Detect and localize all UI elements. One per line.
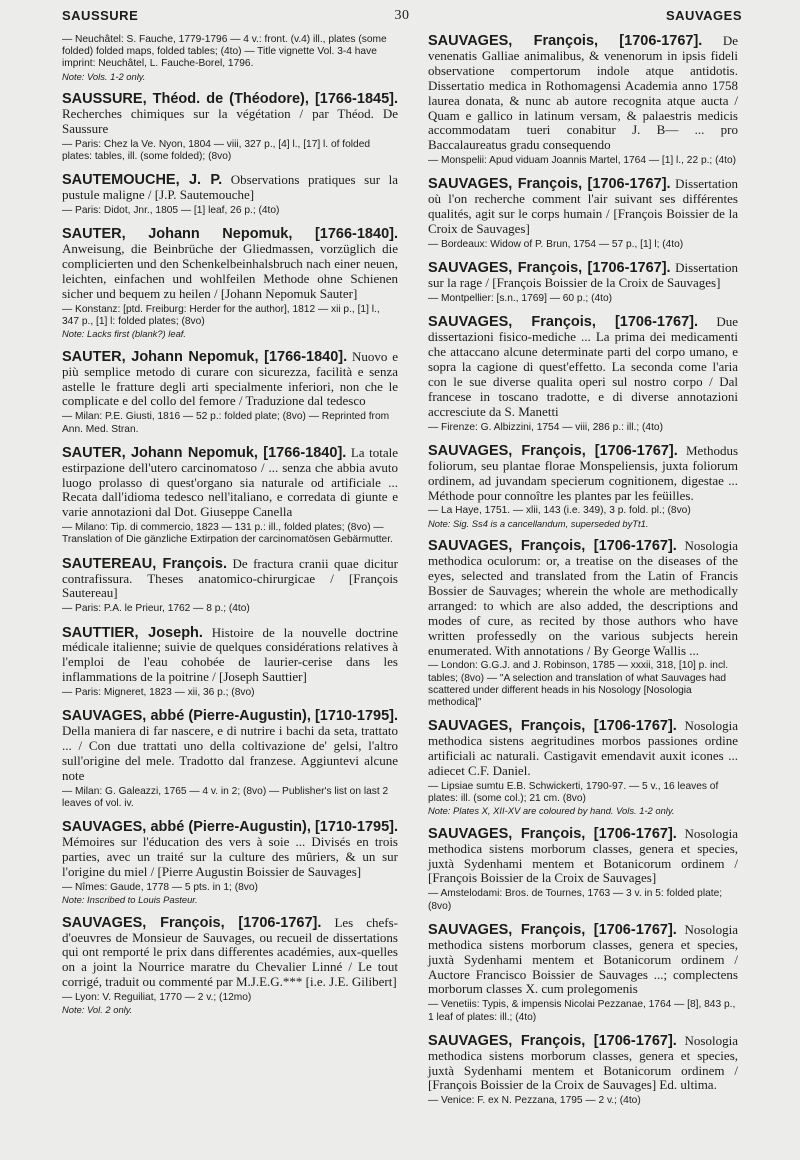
entry-heading: SAUTEREAU, François. — [62, 555, 227, 572]
catalogue-entry — [428, 261, 738, 305]
catalogue-entry — [62, 227, 398, 339]
running-head-left: SAUSSURE — [62, 8, 139, 23]
entry-title: Methodus foliorum, seu plantae florae Monspeliensis, juxta foliorum ordinem, ad juvandam specierum cognitionem, digestae ... Méthode pour connoître les plantes par les feüilles. — [428, 442, 738, 503]
entry-title-line — [62, 557, 398, 602]
entry-heading: SAUVAGES, François, [1706-1767]. — [428, 921, 677, 938]
entry-title: Nosologia methodica sistens morborum classes, genera et species, juxtà Sydenhami mentem et Botanicorum ordinem / [François Boissier de la Croix de Sauvages] Ed. ultima. — [428, 1032, 738, 1093]
entry-title-line — [62, 626, 398, 686]
continued-entry — [62, 34, 398, 82]
catalogue-entry — [428, 923, 738, 1024]
entry-heading: SAUVAGES, abbé (Pierre-Augustin), [1710-1795]. — [62, 708, 398, 725]
entry-heading: SAUTEMOUCHE, J. P. — [62, 172, 223, 189]
running-head — [62, 8, 742, 30]
entry-title: Nosologia methodica sistens aegritudines morbos passiones ordine artificiali ac naturali. Castigavit emendavit auxit icones ... adiecet C.F. Daniel. — [428, 718, 738, 778]
catalogue-entry — [428, 827, 738, 913]
entry-note: Note: Plates X, XII-XV are coloured by hand. Vols. 1-2 only. — [428, 805, 675, 817]
entry-title-line — [428, 34, 738, 153]
entry-imprint: — Paris: Chez la Ve. Nyon, 1804 — viii, 327 p., [4] l., [17] l. of folded plates: tables, ill. (some folded); (8vo) — [62, 138, 371, 163]
entry-imprint: — London: G.G.J. and J. Robinson, 1785 — xxxii, 318, [10] p. incl. tables; (8vo) — "A selection and translation of what Sauvages had scattered under different heads in his Nosology [Nosologia methodica]" — [428, 660, 729, 709]
catalogue-entry — [428, 315, 738, 434]
entry-imprint: — Lipsiae sumtu E.B. Schwickerti, 1790-97. — 5 v., 16 leaves of plates: ill. (some col.); 21 cm. (8vo) — [428, 780, 719, 805]
entry-title-line — [428, 827, 738, 887]
left-column — [62, 34, 398, 1026]
catalogue-entry — [62, 916, 398, 1016]
catalogue-entry — [428, 719, 738, 817]
catalogue-entry — [62, 350, 398, 436]
entry-title-line — [62, 709, 398, 784]
continued-entry-text: — Neuchâtel: S. Fauche, 1779-1796 — 4 v.: front. (v.4) ill., plates (some folded) folded maps, folded tables; (4to) — Title vignette Vol. 3-4 have imprint: Neuchâtel, L. Fauche-Borel, 1796. — [62, 34, 387, 70]
entry-heading: SAUVAGES, François, [1706-1767]. — [428, 260, 671, 277]
entry-title-line — [428, 177, 738, 237]
entry-heading: SAUTTIER, Joseph. — [62, 624, 203, 641]
entry-heading: SAUVAGES, François, [1706-1767]. — [428, 176, 671, 193]
entry-heading: SAUVAGES, François, [1706-1767]. — [428, 314, 699, 331]
entry-title: De fractura cranii quae dicitur contrafissura. Theses anatomico-chirurgicae / [François Sautereau] — [62, 555, 399, 601]
entry-imprint: — La Haye, 1751. — xlii, 143 (i.e. 349), 3 p. fold. pl.; (8vo) — [428, 505, 691, 517]
entry-heading: SAUVAGES, François, [1706-1767]. — [428, 825, 677, 842]
entry-title-line — [62, 227, 398, 302]
entry-title-line — [428, 1034, 738, 1094]
running-head-right: SAUVAGES — [666, 8, 742, 23]
entry-heading: SAUTER, Johann Nepomuk, [1766-1840]. — [62, 348, 348, 365]
entry-title: Recherches chimiques sur la végétation / par Théod. De Saussure — [62, 106, 398, 136]
entry-title: Dissertation sur la rage / [François Boissier de la Croix de Sauvages] — [428, 260, 738, 291]
entry-title: Les chefs-d'oeuvres de Monsieur de Sauvages, ou recueil de dissertations qui ont remporté le prix dans differentes académies, aux-quelles on a joint la Nourrice maratre du Chevalier Linné / Le tout corrigé, traduit ou commenté par M.J.E.G.*** [i.e. J.E. Gilibert] — [62, 914, 398, 990]
entry-title-line — [62, 916, 398, 991]
entry-imprint: — Konstanz: [ptd. Freiburg: Herder for the author], 1812 — xii p., [1] l., 347 p., [1] l: folded plates; (8vo) — [62, 303, 380, 327]
entry-title-line — [428, 261, 738, 291]
entry-heading: SAUVAGES, abbé (Pierre-Augustin), [1710-1795]. — [62, 819, 398, 836]
entry-imprint: — Paris: Didot, Jnr., 1805 — [1] leaf, 26 p.; (4to) — [62, 205, 280, 217]
catalogue-entry — [62, 92, 398, 163]
right-column — [428, 34, 738, 1118]
entry-heading: SAUVAGES, François, [1706-1767]. — [62, 914, 322, 931]
entry-note: Note: Vol. 2 only. — [62, 1004, 133, 1016]
entry-title-line — [62, 350, 398, 410]
entry-heading: SAUVAGES, François, [1706-1767]. — [428, 538, 677, 555]
catalogue-entry — [62, 446, 398, 547]
entry-imprint: — Amstelodami: Bros. de Tournes, 1763 — 3 v. in 5: folded plate; (8vo) — [428, 888, 723, 912]
entry-imprint: — Montpellier: [s.n., 1769] — 60 p.; (4to) — [428, 293, 613, 305]
entry-title: Due dissertazioni fisico-mediche ... La prima dei medicamenti che attaccano alcune determinate parti del corpo umano, e sopra la cagione di quest'effetto. La seconda come l'aria con le sue diverse qualita operi sul nostro corpo / Dal francese in toscano tradotte, e di diverse annotazioni accresciute da S. Manetti — [428, 314, 738, 419]
entry-title: De venenatis Galliae animalibus, & venenorum in ipsis fideli observatione compertorum indole atque antidotis. Dissertatio medica in Rothomagensi Academia anno 1758 laurea donata, & nunc ab autore recognita atque aucta / Quam e gallico in latinum versam, & palaestris medicis accommodatam tueri conabitur J. B— ... pro Baccalaureatus gradu consequendo — [428, 33, 738, 153]
page-number: 30 — [394, 8, 410, 23]
entry-imprint: — Bordeaux: Widow of P. Brun, 1754 — 57 p., [1] l; (4to) — [428, 239, 684, 251]
entry-heading: SAUVAGES, François, [1706-1767]. — [428, 718, 677, 735]
entry-note: Note: Inscribed to Louis Pasteur. — [62, 894, 198, 906]
entry-imprint: — Venetiis: Typis, & impensis Nicolai Pezzanae, 1764 — [8], 843 p., 1 leaf of plates: ill.; (4to) — [428, 999, 736, 1023]
entry-title: Observations pratiques sur la pustule maligne / [J.P. Sautemouche] — [62, 172, 398, 203]
entry-title-line — [62, 820, 398, 880]
catalogue-entry — [62, 626, 398, 700]
entry-title-line — [62, 173, 398, 203]
catalogue-entry — [428, 34, 738, 167]
entry-title-line — [428, 539, 738, 658]
entry-imprint: — Paris: P.A. le Prieur, 1762 — 8 p.; (4to) — [62, 603, 250, 615]
entry-heading: SAUTER, Johann Nepomuk, [1766-1840]. — [62, 226, 398, 243]
entry-title: Nosologia methodica oculorum: or, a treatise on the diseases of the eyes, selected and translated from the Latin of Francis Bossier de Sauvages; wherein the whole are methodically arranged: to which are also added, the descriptions and modes of cure, as recited by those authors who have written professedly on the various subjects herein enumerated. With annotations / By George Wallis ... — [428, 538, 738, 658]
entry-imprint: — Monspelii: Apud viduam Joannis Martel, 1764 — [1] l., 22 p.; (4to) — [428, 155, 737, 167]
entry-imprint: — Milan: G. Galeazzi, 1765 — 4 v. in 2; (8vo) — Publisher's list on last 2 leaves of vol. iv. — [62, 785, 389, 810]
entry-title: La totale estirpazione dell'utero carcinomatoso / ... senza che abbia avuto luogo prolasso di quest'organo sia naturale od artificiale ... Recata dall'idioma tedesco nell'italiano, e corredata di giunte e varie annotazioni dal Dot. Giuseppe Canella — [62, 444, 398, 520]
catalogue-entry — [428, 1034, 738, 1108]
entry-imprint: — Venice: F. ex N. Pezzana, 1795 — 2 v.; (4to) — [428, 1095, 641, 1107]
entry-imprint: — Paris: Migneret, 1823 — xii, 36 p.; (8vo) — [62, 687, 255, 699]
continued-entry-note: Note: Vols. 1-2 only. — [62, 70, 146, 82]
entry-title: Mémoires sur l'éducation des vers à soie ... Divisés en trois parties, avec un traité sur la culture des mûriers, & un sur l'origine du miel / [Pierre Augustin Boissier de Sauvages] — [62, 834, 398, 880]
entry-title-line — [428, 444, 738, 504]
entry-title-line — [62, 92, 398, 137]
entry-title: Anweisung, die Beinbrüche der Gliedmassen, vorzüglich die complicierten und den Schenkelbeinhalsbruch nach einer neuen, leichten, einfachen und wohlfeilen Methode ohne Schienen sicher und bequem zu heilen / [Johann Nepomuk Sauter] — [62, 241, 398, 301]
entry-title-line — [62, 446, 398, 521]
entry-title-line — [428, 923, 738, 998]
entry-heading: SAUVAGES, François, [1706-1767]. — [428, 33, 703, 49]
catalogue-entry — [428, 539, 738, 709]
entry-imprint: — Milan: P.E. Giusti, 1816 — 52 p.: folded plate; (8vo) — Reprinted from Ann. Med. Stran. — [62, 411, 390, 435]
entry-title: Nuovo e più semplice metodo di curare con sicurezza, facilità e senza astelle le fratture degli arti specialmente inferiori, non che le complicate e del collo del femore / Traduzione dal tedesco — [62, 348, 398, 409]
entry-note: Note: Sig. Ss4 is a cancellandum, superseded byTt1. — [428, 517, 649, 529]
catalogue-entry — [62, 557, 398, 616]
entry-title-line — [428, 315, 738, 419]
entry-title: Nosologia methodica sistens morborum classes, genera et species, juxtà Sydenhami mentem et Botanicorum ordinem / [François Boissier de la Croix de Sauvages] — [428, 825, 738, 886]
catalogue-entry — [428, 177, 738, 251]
entry-heading: SAUVAGES, François, [1706-1767]. — [428, 1032, 677, 1049]
catalogue-entry — [62, 709, 398, 810]
entry-title: Della maniera di far nascere, e di nutrire i bachi da seta, trattato ... / Con due trattati uno della coltivazione de' gelsi, l'altro sull'origine del mele. Tradotto dal franzese. Aggiuntevi alcune note — [62, 723, 398, 784]
entry-heading: SAUSSURE, Théod. de (Théodore), [1766-1845]. — [62, 91, 398, 108]
entry-imprint: — Firenze: G. Albizzini, 1754 — viii, 286 p.: ill.; (4to) — [428, 421, 663, 433]
entry-note: Note: Lacks first (blank?) leaf. — [62, 328, 187, 340]
entry-title: Dissertation où l'on recherche comment l'air suivant ses différentes qualités, agit sur le corps humain / [François Boissier de la Croix de Sauvages] — [428, 176, 738, 237]
entry-title: Nosologia methodica sistens morborum classes, genera et species, juxtà Sydenhami mentem et Botanicorum ordinem / Auctore Francisco Boissier de Sauvages ...; complectens morborum classes X. cum prolegomenis — [428, 921, 738, 997]
entry-heading: SAUVAGES, François, [1706-1767]. — [428, 442, 678, 459]
entry-imprint: — Lyon: V. Reguiliat, 1770 — 2 v.; (12mo) — [62, 992, 252, 1004]
catalogue-entry — [62, 173, 398, 217]
catalogue-entry — [428, 444, 738, 529]
entry-title-line — [428, 719, 738, 779]
catalogue-entry — [62, 820, 398, 905]
entry-heading: SAUTER, Johann Nepomuk, [1766-1840]. — [62, 444, 347, 461]
entry-imprint: — Milano: Tip. di commercio, 1823 — 131 p.: ill., folded plates; (8vo) — Translation of Die gänzliche Extirpation der carcinomatösen Gebärmutter. — [62, 522, 393, 546]
entry-imprint: — Nîmes: Gaude, 1778 — 5 pts. in 1; (8vo) — [62, 881, 258, 893]
entry-title: Histoire de la nouvelle doctrine médicale italienne; suivie de quelques considérations relatives à l'emploi de l'eau cohobée de laurier-cerise dans les inflammations de la poitrine / [Joseph Sauttier] — [62, 624, 399, 685]
